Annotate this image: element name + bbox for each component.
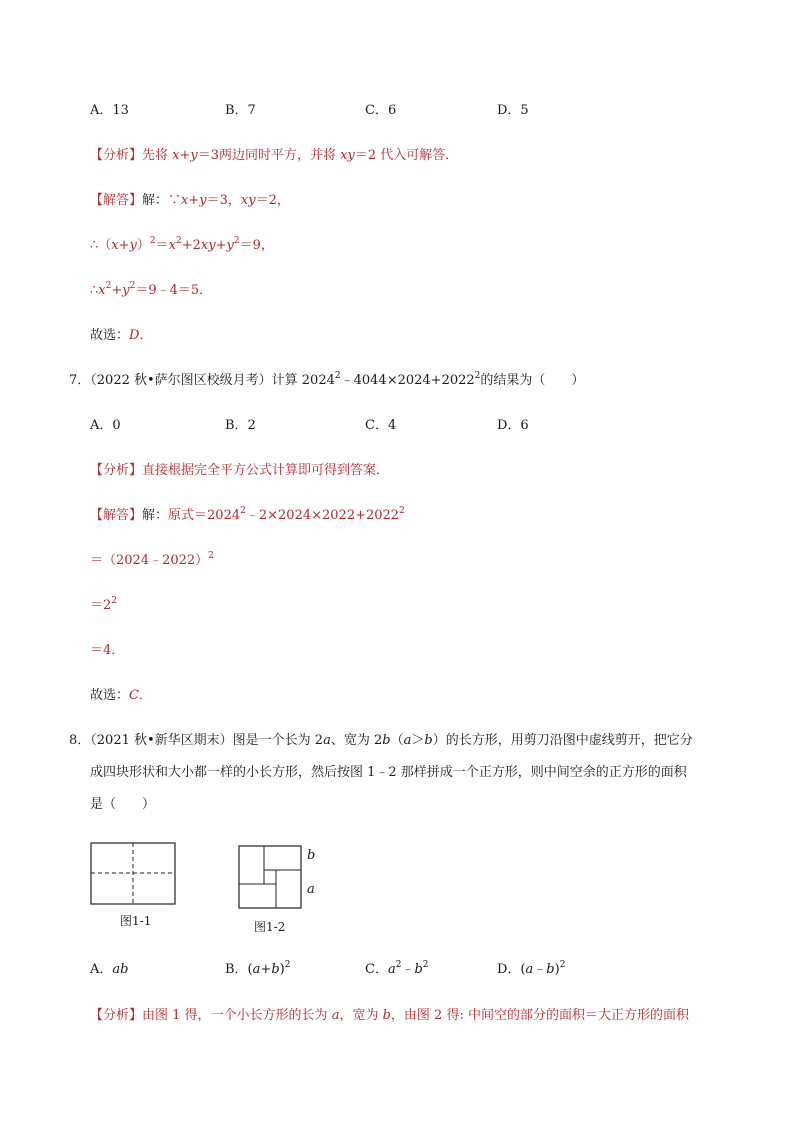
- math: ＝（2024﹣2022）: [90, 553, 209, 568]
- q8-stem-line2: 成四块形状和大小都一样的小长方形，然后按图 1﹣2 那样拼成一个正方形，则中间空余的正方形的面积: [90, 765, 687, 780]
- math-sup: 2: [129, 281, 136, 291]
- math-sup: 2: [149, 236, 156, 246]
- math: ＝2: [90, 598, 112, 613]
- math-var: xy: [340, 148, 355, 163]
- math-sup: 2: [105, 281, 112, 291]
- choose-period: ．: [139, 328, 153, 343]
- math-var: a: [525, 962, 534, 977]
- q8-option-a: [90, 960, 128, 980]
- math-sup: 2: [559, 960, 566, 970]
- analysis-text: ＝3两边同时平方，并将: [197, 148, 341, 163]
- answer-tag: 【解答】: [90, 193, 143, 208]
- q8-option-c: [365, 960, 429, 980]
- stem-text: 7．（2022 秋•萨尔图区校级月考）计算 2024: [69, 373, 335, 388]
- q7-choose: [90, 686, 152, 706]
- math-var: ab: [112, 962, 129, 977]
- math: ＝3，: [206, 193, 241, 208]
- math-var: a: [331, 1008, 340, 1023]
- analysis-tag: 【分析】: [90, 148, 143, 163]
- option-label: C．: [365, 962, 388, 977]
- math-sup: 2: [399, 506, 405, 516]
- q8-option-b: [225, 960, 290, 980]
- q6-option-a: A．13: [90, 103, 129, 118]
- math: xy: [200, 238, 216, 253]
- math: ): [554, 962, 560, 977]
- math-sup: 2: [422, 960, 429, 970]
- figure-1-1-caption: 图1-1: [120, 914, 152, 928]
- analysis-text: 先将: [142, 148, 173, 163]
- math: ∴: [90, 283, 99, 298]
- analysis-text: 直接根据完全平方公式计算即可得到答案．: [142, 463, 390, 478]
- stem-text: 、宽为 2: [330, 733, 383, 748]
- math-sup: 2: [208, 551, 214, 561]
- math-sup: 2: [284, 960, 291, 970]
- choose-label: 故选：: [90, 688, 130, 703]
- figure-1-2-label-b: b: [307, 848, 316, 863]
- math: +: [111, 283, 123, 298]
- math-var: x+y: [172, 148, 198, 163]
- choose-answer: C: [129, 688, 139, 703]
- q8-stem-line3: 是（ ）: [90, 797, 156, 812]
- choose-label: 故选：: [90, 328, 130, 343]
- math-sup: 2: [240, 506, 246, 516]
- math-var: b: [424, 733, 433, 748]
- analysis-text: ，由图 2 得: 中间空的部分的面积＝大正方形的面积: [390, 1008, 689, 1023]
- q7-option-b: B．2: [225, 418, 256, 433]
- math: y: [226, 238, 234, 253]
- fig2-outer-square: [239, 846, 301, 908]
- q7-answer-line2: [90, 551, 214, 571]
- math: ∵: [168, 193, 182, 208]
- q6-option-b: B．7: [225, 103, 256, 118]
- q6-option-d: D．5: [497, 103, 529, 118]
- q7-option-c: C．4: [365, 418, 397, 433]
- analysis-text: 由图 1 得，一个小长方形的长为: [142, 1008, 332, 1023]
- figure-1-2: [238, 845, 304, 911]
- q6-option-c: C．6: [365, 103, 397, 118]
- analysis-tag: 【分析】: [90, 1008, 143, 1023]
- q8-stem-line1: [69, 731, 693, 751]
- math: x+y: [181, 193, 207, 208]
- q6-answer-line2: [90, 236, 274, 256]
- q7-answer-line4: ＝4．: [90, 643, 125, 658]
- figure-1-2-label-a: a: [307, 882, 315, 897]
- stem-text: ﹣4044×2024+2022: [340, 373, 475, 388]
- q8-analysis: [90, 1006, 689, 1026]
- q7-answer-line1: [90, 506, 405, 526]
- math-var: b: [546, 962, 555, 977]
- math-var: b: [271, 962, 280, 977]
- math: ﹣: [533, 962, 547, 977]
- math-sup: 2: [175, 236, 182, 246]
- stem-text: ＞: [411, 733, 425, 748]
- math-var: b: [382, 733, 391, 748]
- math-sup: 2: [395, 960, 402, 970]
- stem-text: 8．（2021 秋•新华区期末）图是一个长为 2: [69, 733, 324, 748]
- stem-text: （: [390, 733, 404, 748]
- choose-period: ．: [138, 688, 152, 703]
- math: ∴（: [90, 238, 112, 253]
- math: +: [260, 962, 272, 977]
- choose-answer: D: [129, 328, 140, 343]
- math: ): [279, 962, 285, 977]
- math: x: [168, 238, 176, 253]
- q6-analysis: [90, 146, 458, 166]
- q6-choose: [90, 326, 152, 346]
- math-var: a: [387, 962, 396, 977]
- answer-tag: 【解答】: [90, 508, 143, 523]
- math-var: a: [403, 733, 412, 748]
- figure-1-1: [90, 842, 178, 908]
- q7-option-a: A．0: [90, 418, 121, 433]
- figure-1-2-caption: 图1-2: [254, 920, 286, 934]
- q7-stem: [69, 371, 584, 391]
- analysis-text: ，宽为: [339, 1008, 383, 1023]
- math: 原式＝2024: [168, 508, 241, 523]
- math: ＝2，: [255, 193, 290, 208]
- q7-answer-line3: [90, 596, 117, 616]
- math: y: [122, 283, 130, 298]
- stem-text: 的结果为（ ）: [480, 373, 585, 388]
- q6-answer-line1: [90, 191, 290, 211]
- answer-prefix: 解：: [142, 193, 169, 208]
- q7-analysis: [90, 461, 389, 481]
- math-var: b: [382, 1008, 391, 1023]
- math: ﹣: [401, 962, 415, 977]
- q7-option-d: D．6: [497, 418, 529, 433]
- math-var: a: [252, 962, 261, 977]
- stem-text: ）的长方形，用剪刀沿图中虚线剪开，把它分: [432, 733, 693, 748]
- math: +2: [181, 238, 201, 253]
- option-label: D．(: [497, 962, 526, 977]
- math-var: a: [323, 733, 331, 748]
- answer-prefix: 解：: [142, 508, 169, 523]
- math: ﹣2×2024×2022+2022: [245, 508, 400, 523]
- analysis-text: ＝2 代入可解答．: [354, 148, 459, 163]
- math-sup: 2: [111, 596, 118, 606]
- math-var: b: [414, 962, 423, 977]
- math: ）: [136, 238, 150, 253]
- math: x+y: [111, 238, 137, 253]
- math: ＝9﹣4＝5．: [135, 283, 213, 298]
- math-sup: 2: [474, 371, 481, 381]
- option-label: A．: [90, 962, 113, 977]
- analysis-tag: 【分析】: [90, 463, 143, 478]
- math: ＝9，: [239, 238, 274, 253]
- math-sup: 2: [334, 371, 341, 381]
- math: ＝: [155, 238, 169, 253]
- math-sup: 2: [233, 236, 240, 246]
- math: x: [98, 283, 106, 298]
- option-label: B．(: [225, 962, 253, 977]
- q8-option-d: [497, 960, 565, 980]
- q6-answer-line3: [90, 281, 212, 301]
- math: +: [215, 238, 227, 253]
- math: xy: [240, 193, 256, 208]
